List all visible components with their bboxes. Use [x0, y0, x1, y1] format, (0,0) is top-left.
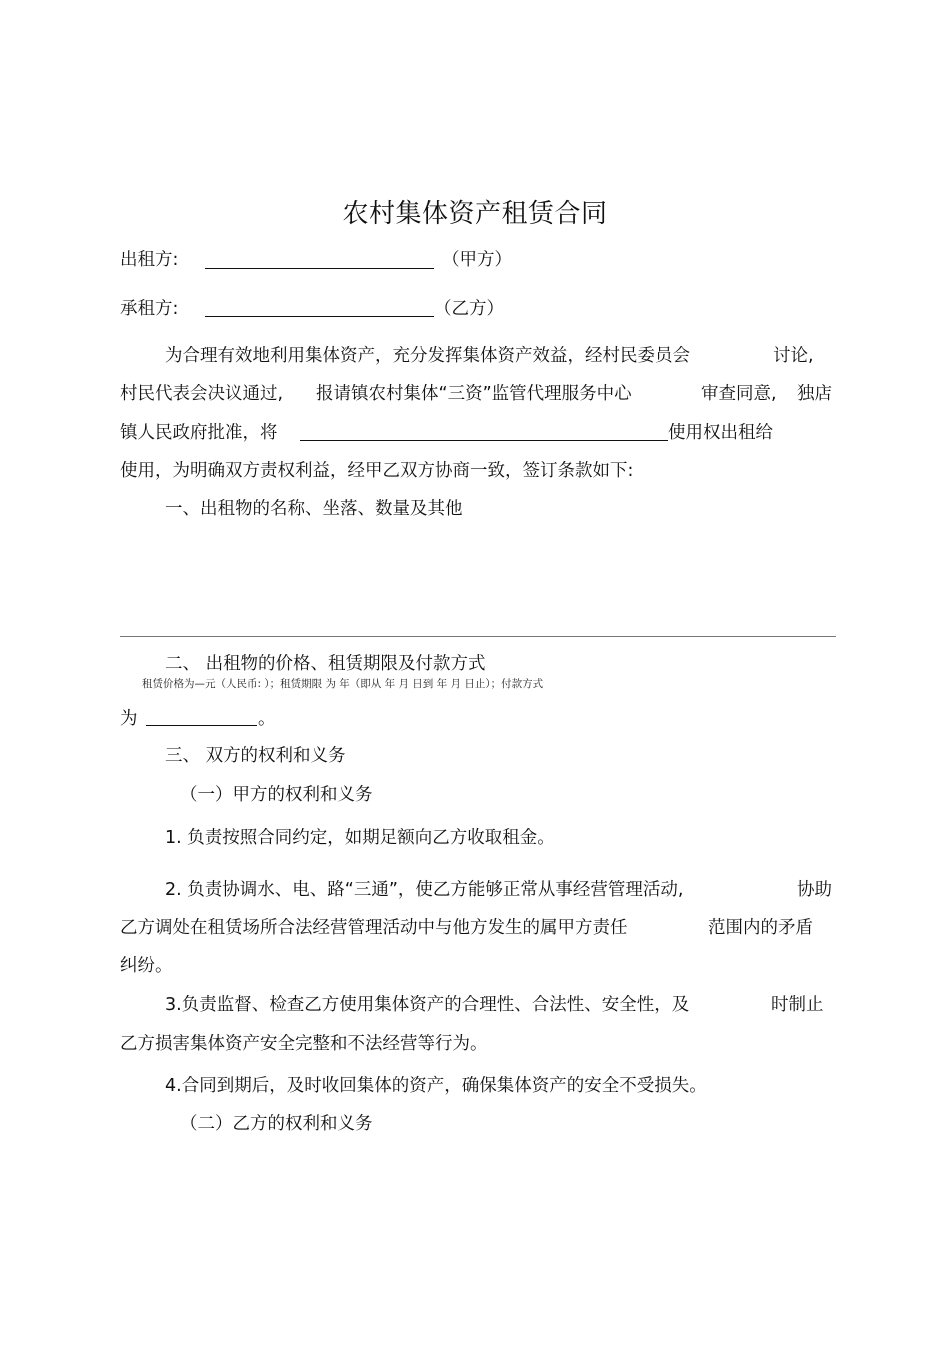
intro-line3-b: 使用权出租给 [668, 423, 773, 443]
payment-prefix: 为 [120, 709, 138, 729]
intro-line2-a: 村民代表会决议通过, [120, 384, 284, 404]
section-2-heading: 二、 出租物的价格、租赁期限及付款方式 [165, 654, 486, 674]
item-2-line2-b: 范围内的矛盾 [708, 918, 813, 938]
section-3-heading: 三、 双方的权利和义务 [165, 746, 346, 766]
price-line: 租赁价格为—元（人民币: ）；租赁期限 为 年（即从 年 月 日到 年 月 日止）；付款方式 [142, 678, 544, 690]
payment-suffix: 。 [258, 709, 276, 729]
item-2-line2-a: 乙方调处在租赁场所合法经营管理活动中与他方发生的属甲方责任 [120, 918, 628, 938]
asset-blank[interactable] [300, 422, 668, 441]
intro-line1-a: 为合理有效地利用集体资产，充分发挥集体资产效益，经村民委员会 [165, 346, 690, 366]
intro-line1-b: 讨论, [773, 346, 814, 366]
item-2-line3: 纠纷。 [120, 956, 173, 976]
section-divider [120, 636, 836, 637]
item-2-line1-a: 2. 负责协调水、电、路“三通”，使乙方能够正常从事经营管理活动, [165, 880, 684, 900]
item-1: 1. 负责按照合同约定，如期足额向乙方收取租金。 [165, 828, 555, 848]
intro-line2-c: 审查同意, [701, 384, 777, 404]
lessor-blank[interactable] [205, 250, 434, 269]
item-3-line2: 乙方损害集体资产安全完整和不法经营等行为。 [120, 1034, 488, 1054]
item-4: 4.合同到期后，及时收回集体的资产，确保集体资产的安全不受损失。 [165, 1076, 707, 1096]
item-3-line1-b: 时制止 [771, 995, 824, 1015]
intro-line4: 使用，为明确双方责权利益，经甲乙双方协商一致，签订条款如下: [120, 461, 634, 481]
item-3-line1-a: 3.负责监督、检查乙方使用集体资产的合理性、合法性、安全性，及 [165, 995, 690, 1015]
subsection-a-heading: （一）甲方的权利和义务 [180, 785, 373, 805]
item-2-line1-b: 协助 [797, 880, 832, 900]
contract-title: 农村集体资产租赁合同 [342, 199, 608, 229]
lessee-blank[interactable] [205, 298, 434, 317]
payment-blank[interactable] [146, 708, 257, 726]
lessee-suffix: （乙方） [434, 299, 504, 319]
subsection-b-heading: （二）乙方的权利和义务 [180, 1114, 373, 1134]
lessor-suffix: （甲方） [442, 250, 512, 270]
intro-line2-d: 独店 [797, 384, 832, 404]
intro-line3-a: 镇人民政府批准，将 [120, 423, 278, 443]
lessee-label: 承租方: [120, 299, 179, 319]
lessor-label: 出租方: [120, 250, 179, 270]
section-1-heading: 一、出租物的名称、坐落、数量及其他 [165, 499, 463, 519]
intro-line2-b: 报请镇农村集体“三资”监管代理服务中心 [316, 384, 632, 404]
